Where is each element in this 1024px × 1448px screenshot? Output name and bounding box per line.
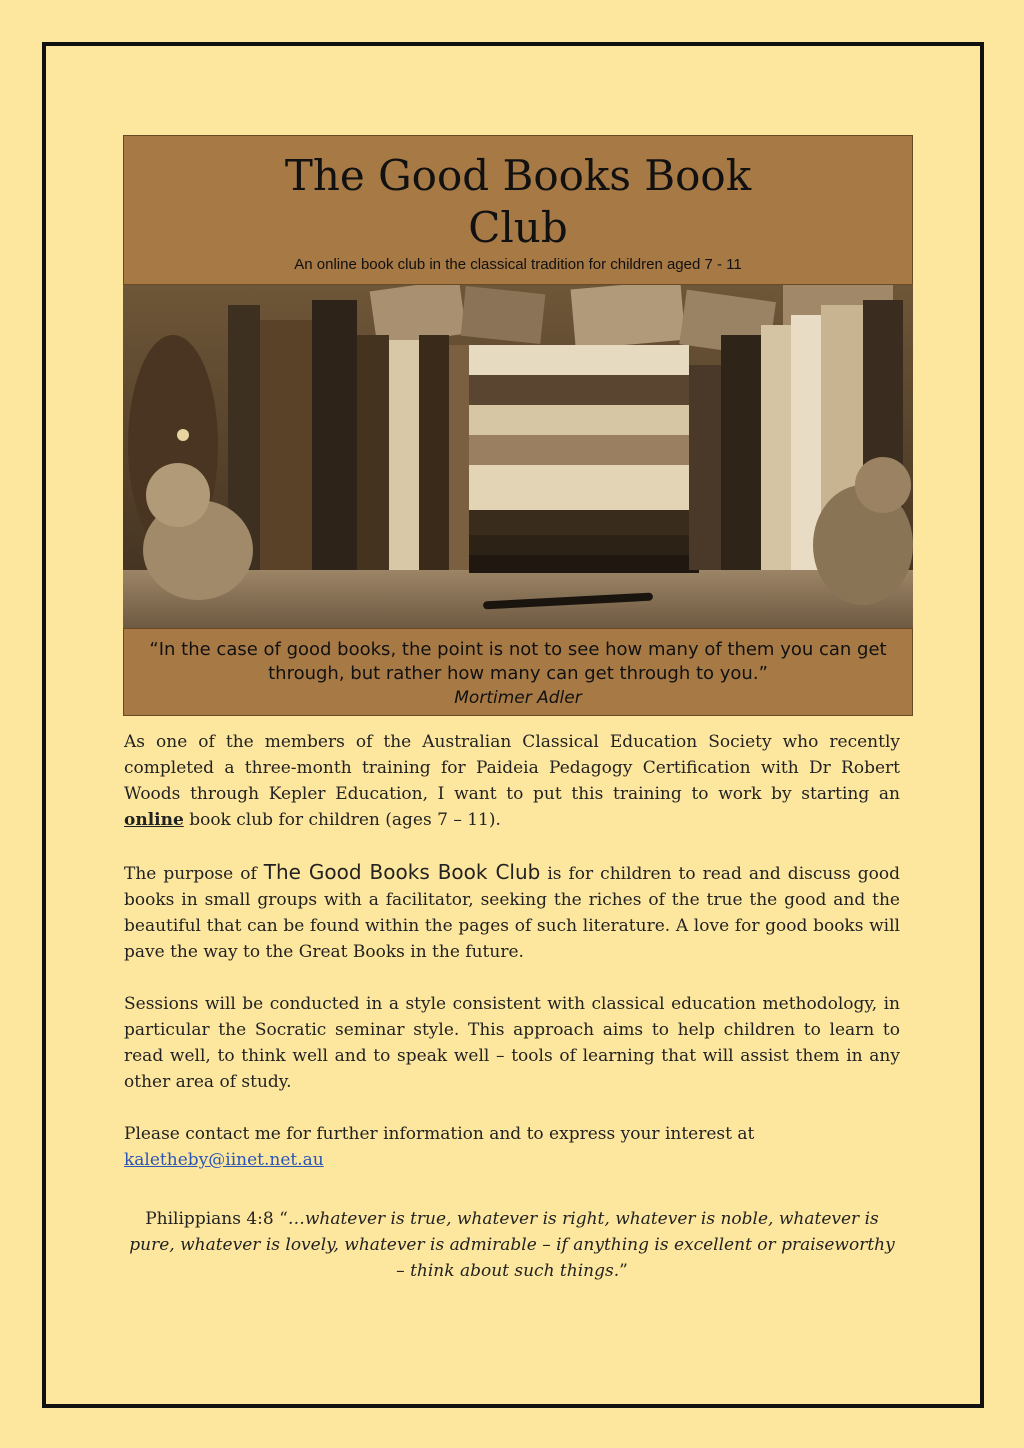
quote-box <box>123 628 913 716</box>
paragraph-sessions: Sessions will be conducted in a style consistent with classical education methodology, in particular the Socratic seminar style. This approach aims to help children to learn to read well, to think well and to speak well – tools of learning that will assist them in any other area of study. <box>124 994 900 1092</box>
scripture-verse: Philippians 4:8 “…whatever is true, whatever is right, whatever is noble, whatever is pure, whatever is lovely, whatever is admirable – if anything is excellent or praiseworthy – think about such things.” <box>129 1209 895 1281</box>
club-name: The Good Books Book Club <box>263 860 541 884</box>
quote-author: Mortimer Adler <box>454 688 582 708</box>
verse-text: …whatever is true, whatever is right, whatever is noble, whatever is pure, whatever is lovely, whatever is admirable – if anything is excellent or praiseworthy – think about such things. <box>129 1209 895 1281</box>
quote-line-2: through, but rather how many can get through to you.” <box>268 663 768 684</box>
verse-reference: Philippians 4:8 “ <box>145 1209 288 1229</box>
quote-line-1: “In the case of good books, the point is not to see how many of them you can get <box>149 639 887 660</box>
bookshelf-photo <box>123 285 913 628</box>
email-link[interactable]: kaletheby@iinet.net.au <box>124 1150 324 1170</box>
bookshelf-illustration <box>123 285 913 628</box>
body-text <box>124 729 900 1173</box>
page-title: The Good Books Book Club <box>284 151 752 252</box>
title-banner <box>123 135 913 285</box>
paragraph-purpose: The purpose of The Good Books Book Club is for children to read and discuss good books in small groups with a facilitator, seeking the riches of the true the good and the beautiful that can be found within the pages of such literature. A love for good books will pave the way to the Great Books in the future. <box>124 860 901 962</box>
paragraph-contact: Please contact me for further information and to express your interest at kaletheby@iinet.net.au <box>124 1124 755 1170</box>
online-emphasis: online <box>124 810 184 830</box>
paragraph-intro: As one of the members of the Australian Classical Education Society who recently completed a three-month training for Paideia Pedagogy Certification with Dr Robert Woods through Kepler Education, I want to put this training to work by starting an online book club for children (ages 7 – 11). <box>124 732 900 830</box>
page-subtitle: An online book club in the classical tradition for children aged 7 - 11 <box>294 256 742 273</box>
